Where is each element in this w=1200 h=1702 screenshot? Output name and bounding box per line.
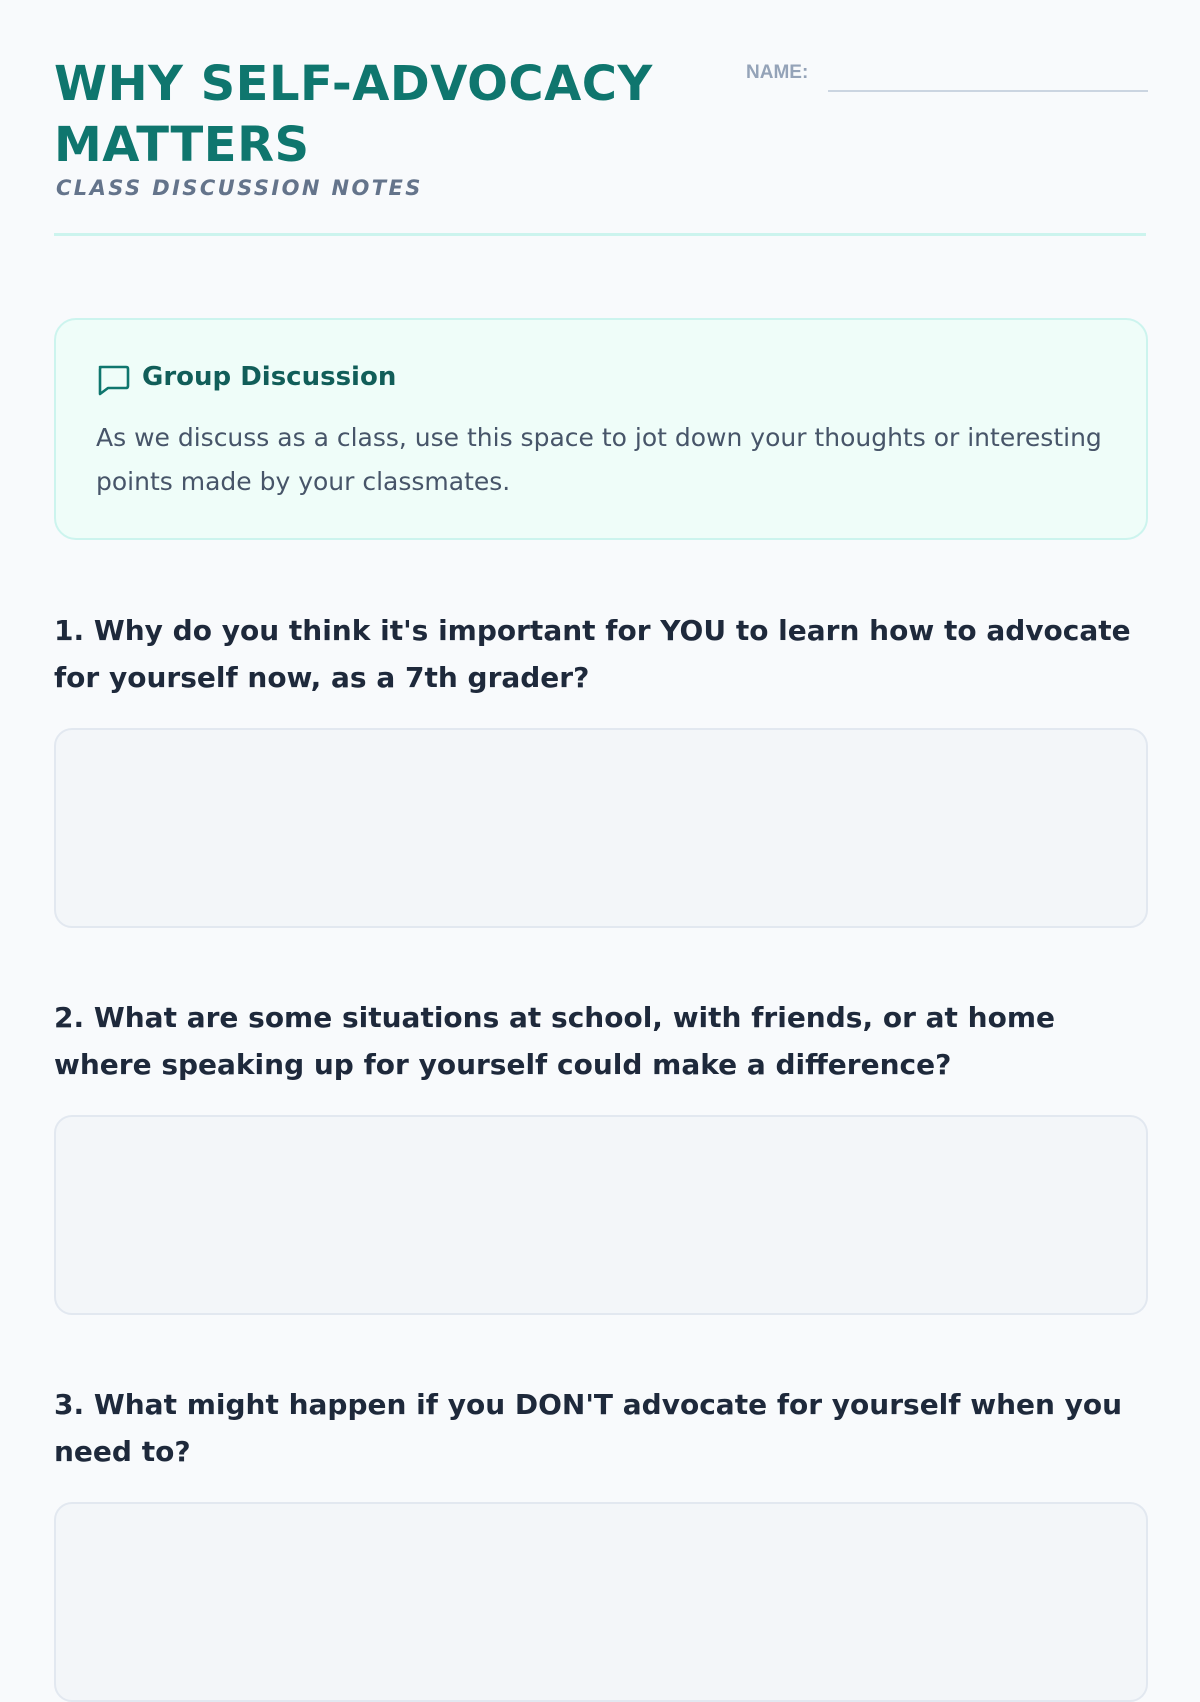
name-field[interactable] [828,90,1148,92]
answer-box-2[interactable] [54,1115,1148,1315]
answer-box-3[interactable] [54,1502,1148,1702]
page-title: WHY SELF-ADVOCACY MATTERS [54,56,653,173]
name-label: NAME: [746,62,809,83]
answer-box-1[interactable] [54,728,1148,928]
question-1: 1. Why do you think it's important for YOU to learn how to advocate for yourself now, as a 7th grader? [54,614,1131,694]
group-discussion-callout [54,318,1148,540]
page-subtitle: CLASS DISCUSSION NOTES [56,176,423,200]
callout-text: As we discuss as a class, use this space to jot down your thoughts or interesting points made by your classmates. [96,423,1102,496]
worksheet-header [54,0,1146,236]
question-2: 2. What are some situations at school, with friends, or at home where speaking up for yourself could make a difference? [54,1001,1055,1081]
speech-bubble-icon [96,364,130,396]
question-3: 3. What might happen if you DON'T advocate for yourself when you need to? [54,1388,1123,1468]
callout-title: Group Discussion [142,362,397,392]
